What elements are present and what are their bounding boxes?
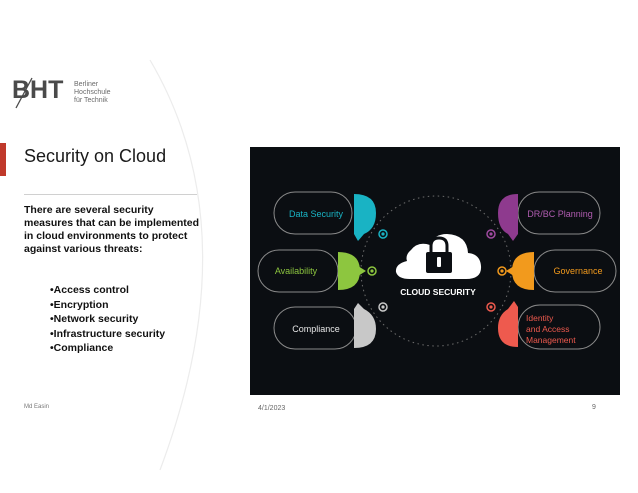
cloud-lock-icon <box>396 234 481 279</box>
node-label: Data Security <box>288 209 344 219</box>
footer-date: 4/1/2023 <box>258 405 286 412</box>
logo-line: Hochschule <box>74 89 111 96</box>
infographic-canvas <box>250 147 620 395</box>
title-accent-bar <box>0 143 6 176</box>
node-label-line: Identity <box>526 313 554 323</box>
bullet-item: •Access control <box>50 284 129 296</box>
node-label: Governance <box>553 266 603 276</box>
bullet-item: •Encryption <box>50 298 109 311</box>
logo-mark: BHT <box>12 76 64 104</box>
footer-page-number: 9 <box>592 404 596 411</box>
footer-author: Md Easin <box>24 404 50 410</box>
node-drbc-planning <box>487 192 600 241</box>
node-label-line: Management <box>526 335 576 345</box>
logo <box>10 74 130 114</box>
node-label: DR/BC Planning <box>527 209 593 219</box>
node-data-security <box>274 192 387 241</box>
node-compliance <box>274 303 387 349</box>
node-governance <box>498 250 616 292</box>
bullet-item: •Compliance <box>50 342 114 355</box>
slide-title: Security on Cloud <box>24 146 167 166</box>
node-identity-access-management <box>487 301 600 349</box>
node-label: Compliance <box>292 324 340 334</box>
intro-paragraph: There are several security measures that can be implemented in cloud environments to protect against various threats: <box>24 204 200 255</box>
title-divider <box>24 194 197 195</box>
logo-line: Berliner <box>74 81 99 88</box>
node-label-line: and Access <box>526 324 570 334</box>
node-label: Availability <box>274 266 318 276</box>
bullet-item: •Network security <box>50 313 139 326</box>
center-label: CLOUD SECURITY <box>400 287 476 297</box>
logo-slash-icon <box>10 74 70 114</box>
logo-line: für Technik <box>74 97 108 104</box>
bullet-item: •Infrastructure security <box>50 327 166 340</box>
node-availability <box>258 250 376 292</box>
bullet-list <box>50 283 165 356</box>
logo-text <box>74 81 111 105</box>
cloud-security-infographic <box>250 147 620 395</box>
